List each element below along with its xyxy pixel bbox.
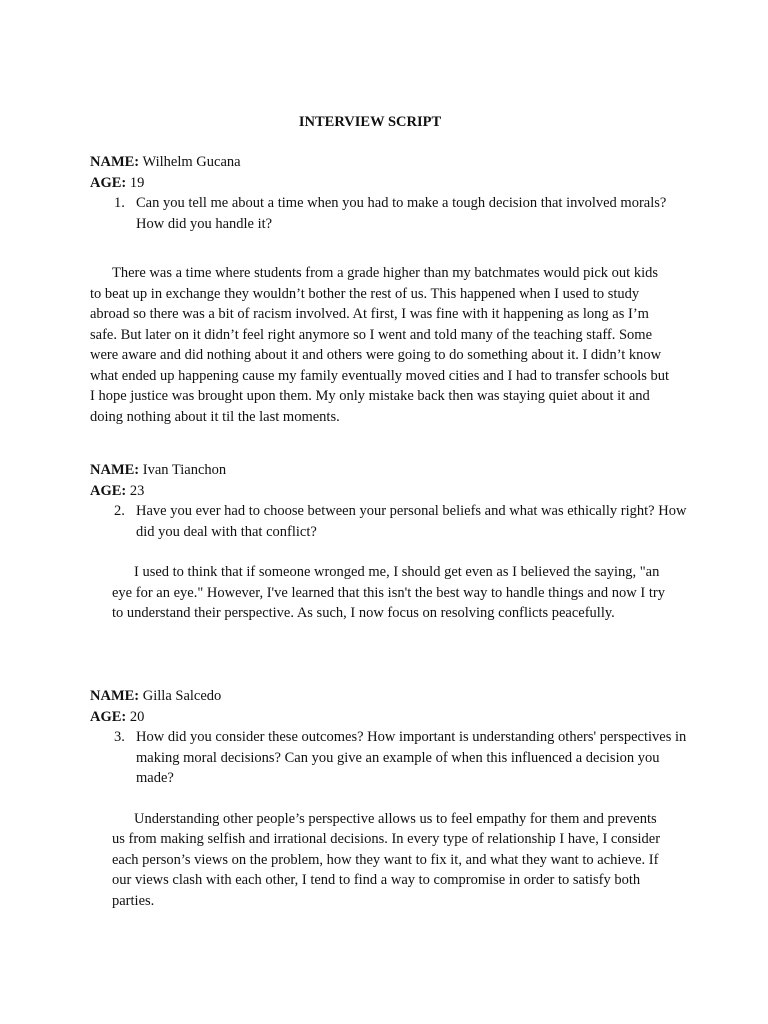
interview-entry: [90, 686, 690, 911]
interviewee-name: Ivan Tianchon: [142, 462, 227, 478]
interviewee-age: 19: [129, 174, 145, 191]
interviewee-age: 23: [129, 482, 145, 499]
name-line: [90, 152, 690, 173]
name-label: NAME:: [90, 154, 140, 170]
age-line: [90, 481, 690, 502]
age-line: [90, 173, 690, 194]
interviewee-age: 20: [129, 708, 145, 725]
question-text: Can you tell me about a time when you had to make a tough decision that involved morals? How did you handle it?: [136, 195, 667, 232]
name-label: NAME:: [90, 688, 140, 704]
interview-entry: [90, 460, 690, 624]
answer-text: Understanding other people’s perspective allows us to feel empathy for them and prevents us from making selfish and irrational decisions. In every type of relationship I have, I consider each person’s views on the problem, how they want to fix it, and what they want to achieve. If our views clash with each other, I tend to find a way to compromise in order to satisfy both parties.: [112, 810, 661, 909]
question-text: Have you ever had to choose between your personal beliefs and what was ethically right? How did you deal with that conflict?: [136, 503, 687, 540]
name-line: [90, 460, 690, 481]
question: [90, 727, 690, 789]
name-line: [90, 686, 690, 707]
interview-entry: [90, 152, 690, 427]
question-number: 3.: [114, 729, 125, 745]
age-label: AGE:: [90, 174, 127, 191]
age-label: AGE:: [90, 708, 127, 725]
question-number: 1.: [114, 195, 125, 211]
question-text: How did you consider these outcomes? How important is understanding others' perspectives in making moral decisions? Can you give an example of when this influenced a decision you made?: [136, 729, 687, 786]
name-label: NAME:: [90, 462, 140, 478]
question: [90, 501, 690, 542]
document-title: INTERVIEW SCRIPT: [298, 114, 442, 130]
interviewee-name: Gilla Salcedo: [142, 688, 222, 704]
question: [90, 193, 690, 234]
answer-text: I used to think that if someone wronged me, I should get even as I believed the saying, "an eye for an eye." However, I've learned that this isn't the best way to handle things and now I try to understand their perspective. As such, I now focus on resolving conflicts peacefully.: [112, 564, 665, 621]
answer-text: There was a time where students from a grade higher than my batchmates would pick out kids to beat up in exchange they wouldn’t bother the rest of us. This happened when I used to study abroad so there was a bit of racism involved. At first, I was fine with it happening as long as I’m safe. But later on it didn’t feel right anymore so I went and told many of the teaching staff. Some were aware and did nothing about it and others were going to do something about it. I didn’t know what ended up happening cause my family eventually moved cities and I had to transfer schools but I hope justice was brought upon them. My only mistake back then was staying quiet about it and doing nothing about it til the last moments.: [90, 265, 670, 425]
question-number: 2.: [114, 503, 125, 519]
interviewee-name: Wilhelm Gucana: [142, 154, 241, 170]
age-line: [90, 707, 690, 728]
age-label: AGE:: [90, 482, 127, 499]
